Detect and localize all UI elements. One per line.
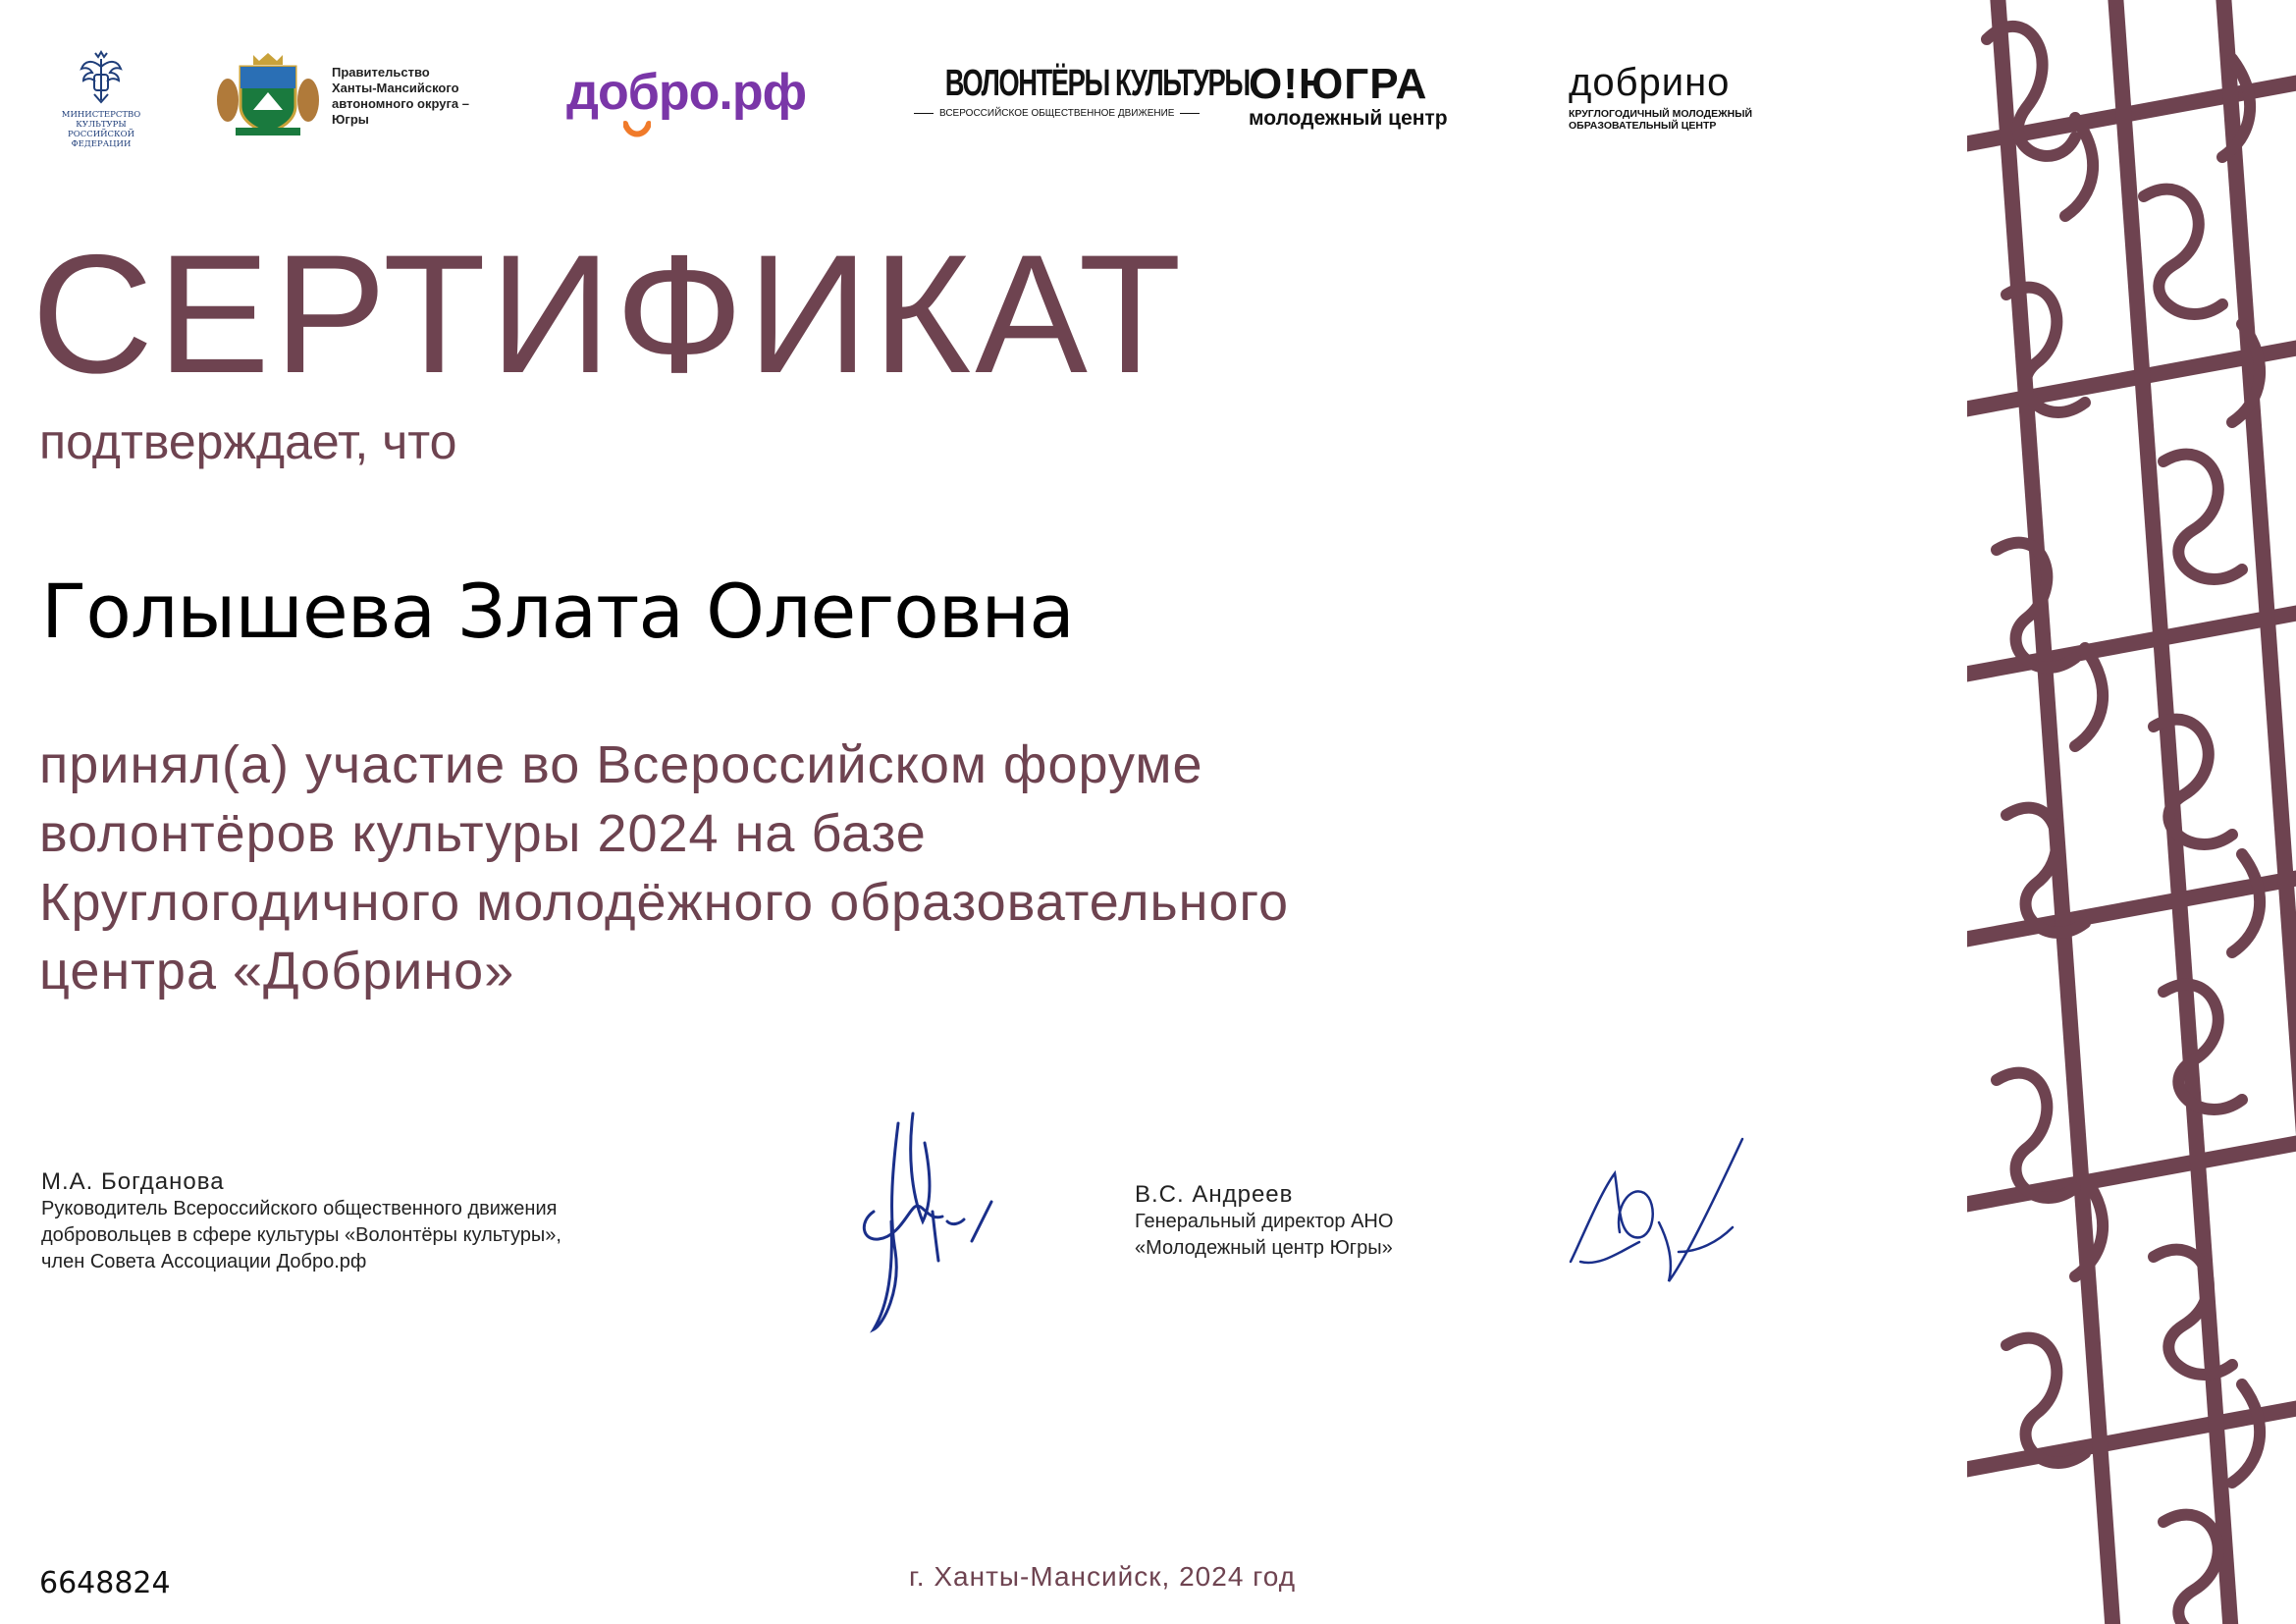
- dobro-rf-logo: [566, 63, 806, 122]
- ugra-logo-sub: молодежный центр: [1249, 107, 1448, 130]
- partner-logos: [29, 39, 1816, 157]
- certificate-title: СЕРТИФИКАТ: [31, 220, 1186, 408]
- participation-line-2: волонтёров культуры 2024 на базе: [39, 804, 927, 863]
- signatory-2-role-line1: Генеральный директор АНО: [1135, 1211, 1394, 1232]
- double-headed-eagle-icon: [79, 49, 124, 106]
- place-and-year: г. Ханты-Мансийск, 2024 год: [909, 1561, 1297, 1592]
- handwritten-signature-2: [1561, 1134, 1757, 1311]
- certificate-confirms: подтверждает, что: [39, 414, 457, 469]
- ministry-caption: [37, 110, 165, 149]
- volunteers-logo-sub: [908, 108, 1173, 119]
- ugra-logo-main: О!ЮГРА: [1249, 60, 1428, 108]
- government-caption-line2: Ханты-Мансийского: [332, 81, 459, 95]
- heart-icon: [623, 120, 651, 137]
- volunteers-logo-main: ВОЛОНТЁРЫ КУЛЬТУРЫ: [944, 63, 1250, 104]
- handwritten-signature-1: [854, 1104, 1001, 1339]
- signatory-2-role: [1135, 1209, 1626, 1262]
- recipient-name: Голышева Злата Олеговна: [41, 568, 1074, 655]
- volunteers-of-culture-logo: [908, 63, 1250, 119]
- dobrino-logo-main: добрино: [1569, 61, 1731, 104]
- dobrino-logo-sub-line1: КРУГЛОГОДИЧНЫЙ МОЛОДЕЖНЫЙ: [1569, 108, 1753, 120]
- ugra-youth-center-logo: [1249, 61, 1504, 130]
- dobrino-logo-sub: [1569, 108, 1824, 132]
- signatory-1: [41, 1168, 846, 1275]
- ministry-caption-line1: МИНИСТЕРСТВО КУЛЬТУРЫ: [61, 110, 141, 130]
- government-caption-line4: Югры: [332, 112, 369, 127]
- dobrino-logo-sub-line2: ОБРАЗОВАТЕЛЬНЫЙ ЦЕНТР: [1569, 120, 1717, 132]
- signatory-1-role-line1: Руководитель Всероссийского общественного движения: [41, 1198, 558, 1219]
- government-caption-line1: Правительство: [332, 65, 430, 80]
- signatory-1-role-line3: член Совета Ассоциации Добро.рф: [41, 1251, 367, 1272]
- participation-line-1: принял(а) участие во Всероссийском форуме: [39, 735, 1203, 794]
- government-caption-line3: автономного округа –: [332, 96, 469, 111]
- government-caption: [332, 65, 508, 128]
- signatory-2: [1135, 1181, 1626, 1262]
- participation-text: [39, 731, 1924, 1005]
- ministry-caption-line2: РОССИЙСКОЙ ФЕДЕРАЦИИ: [68, 130, 134, 149]
- signatory-1-name: М.А. Богданова: [41, 1168, 225, 1195]
- signatory-2-name: В.С. Андреев: [1135, 1181, 1294, 1208]
- participation-line-4: центра «Добрино»: [39, 942, 515, 1001]
- signatory-1-role: [41, 1196, 846, 1275]
- certificate-serial-number: 6648824: [39, 1566, 171, 1600]
- ministry-of-culture-logo: [37, 39, 165, 149]
- dobrino-logo: [1569, 61, 1824, 132]
- decorative-ornament-pattern: [1967, 0, 2296, 1624]
- coat-of-arms-icon: [216, 49, 320, 137]
- signatory-1-role-line2: добровольцев в сфере культуры «Волонтёры культуры»,: [41, 1224, 561, 1246]
- participation-line-3: Круглогодичного молодёжного образовательного: [39, 873, 1290, 932]
- signatory-2-role-line2: «Молодежный центр Югры»: [1135, 1237, 1393, 1259]
- volunteers-logo-sub-text: ВСЕРОССИЙСКОЕ ОБЩЕСТВЕННОЕ ДВИЖЕНИЕ: [939, 108, 1175, 119]
- dobro-rf-text: добро.рф: [566, 64, 807, 121]
